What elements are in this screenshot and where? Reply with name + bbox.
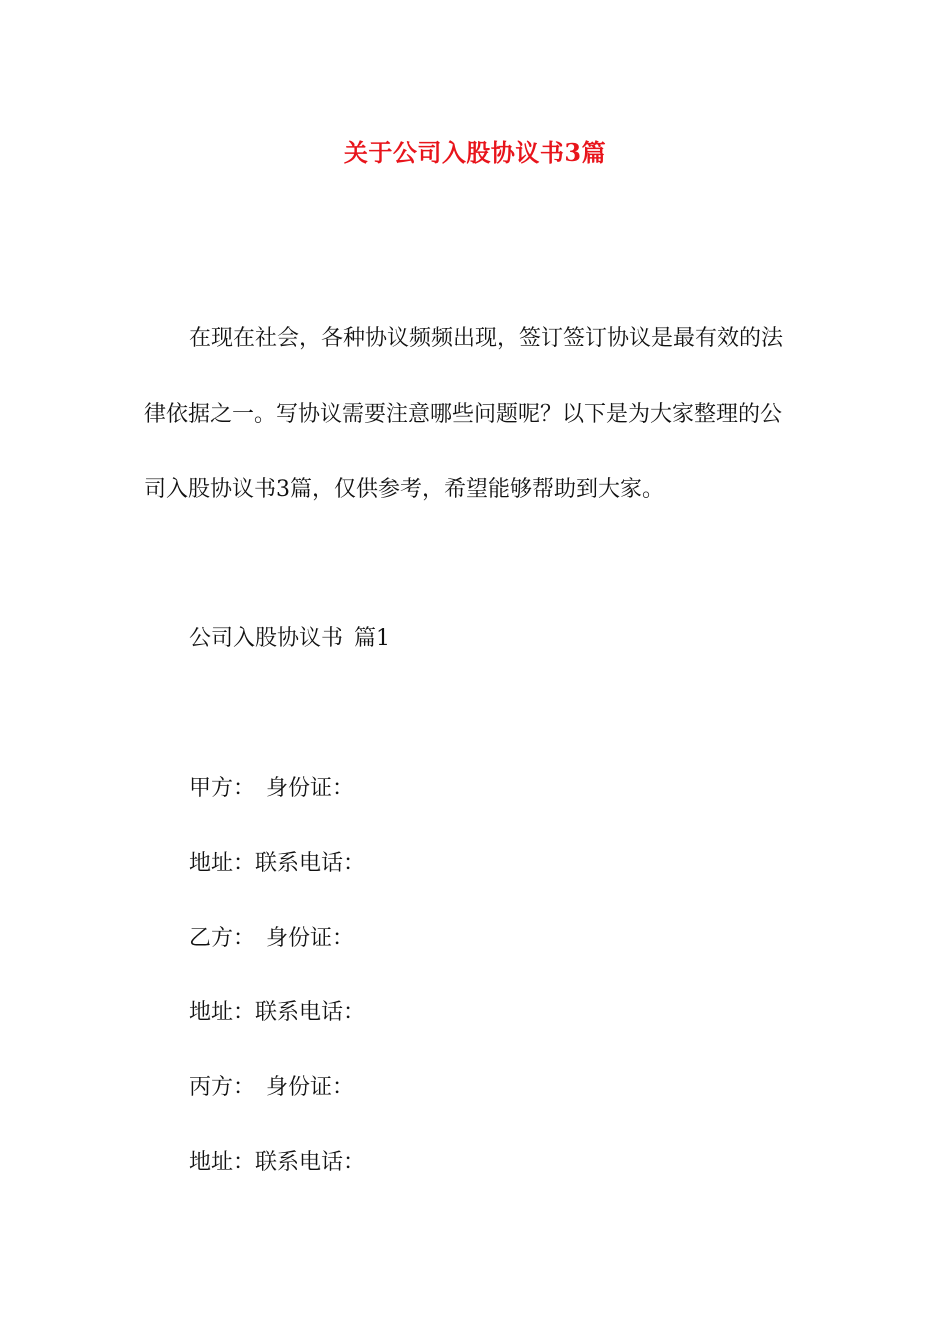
party-b-address-row	[189, 998, 365, 1028]
party-a-id-label: 身份证：	[266, 776, 355, 801]
party-a-address-row	[189, 849, 365, 879]
party-c-id-label: 身份证：	[266, 1075, 355, 1100]
document-title: 关于公司入股协议书3篇	[343, 138, 607, 167]
party-c-label: 丙方：	[189, 1075, 256, 1100]
party-c-phone-label: 联系电话：	[255, 1150, 366, 1175]
party-b-row	[189, 924, 354, 954]
party-a-phone-label: 联系电话：	[255, 851, 366, 876]
section-heading-number: 篇1	[354, 626, 391, 651]
party-b-phone-label: 联系电话：	[255, 1000, 366, 1025]
party-c-address-row	[189, 1148, 365, 1178]
party-a-address-label: 地址：	[189, 851, 256, 876]
party-c-row	[189, 1073, 354, 1103]
intro-line-2: 律依据之一。写协议需要注意哪些问题呢？以下是为大家整理的公	[144, 402, 783, 427]
section-heading-name: 公司入股协议书	[189, 626, 344, 651]
intro-line-3: 司入股协议书3篇，仅供参考，希望能够帮助到大家。	[144, 477, 664, 502]
party-c-address-label: 地址：	[189, 1150, 256, 1175]
party-a-label: 甲方：	[189, 776, 256, 801]
section-heading	[189, 624, 390, 654]
party-b-address-label: 地址：	[189, 1000, 256, 1025]
party-b-label: 乙方：	[189, 926, 256, 951]
intro-line-1: 在现在社会，各种协议频频出现，签订签订协议是最有效的法	[189, 326, 784, 351]
party-b-id-label: 身份证：	[266, 926, 355, 951]
party-a-row	[189, 774, 354, 804]
